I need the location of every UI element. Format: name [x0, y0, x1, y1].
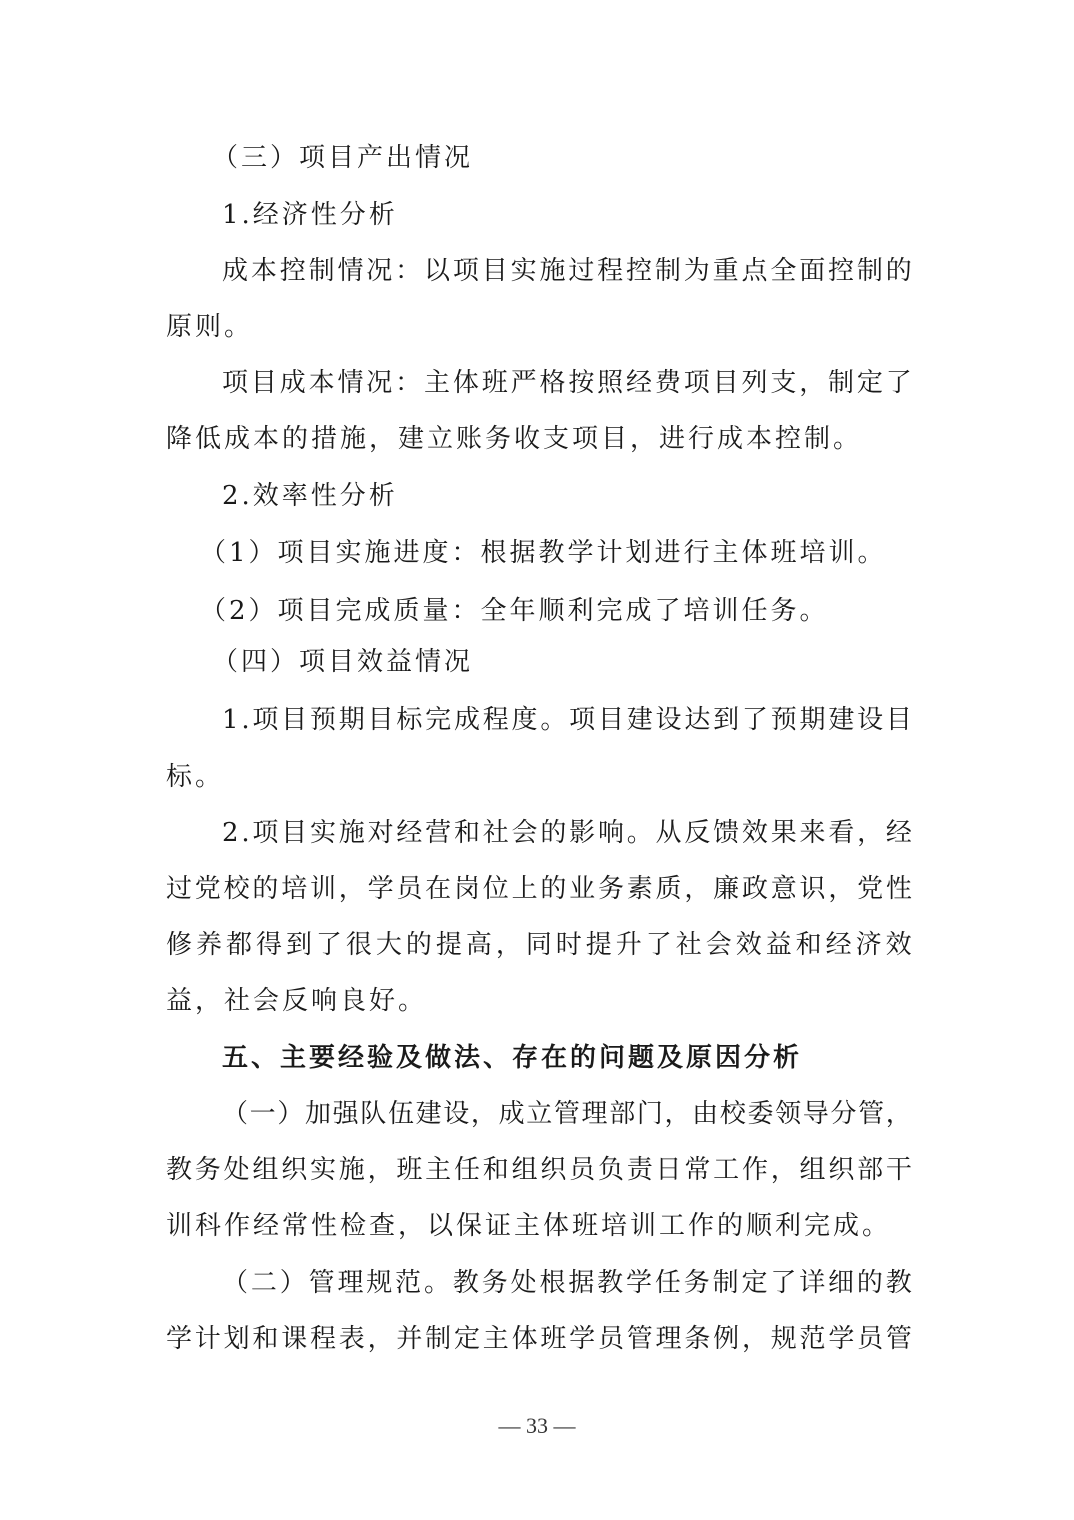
paragraph-line: 标。	[166, 762, 225, 792]
paragraph-line: （2）项目完成质量：全年顺利完成了培训任务。	[200, 596, 829, 626]
section-heading-benefits: （四）项目效益情况	[212, 647, 474, 677]
paragraph-line: 修 养 都 得 到 了 很 大 的 提 高 ， 同 时 提 升 了 社 会 效 益 和 经 济 效	[166, 930, 912, 960]
chapter-heading: 五、主要经验及做法、存在的问题及原因分析	[222, 1043, 803, 1073]
paragraph-line: 项 目 成 本 情 况 ： 主 体 班 严 格 按 照 经 费 项 目 列 支 ， 制 定 了	[222, 368, 912, 398]
paragraph-line: 2 . 项 目 实 施 对 经 营 和 社 会 的 影 响 。 从 反 馈 效 果 来 看 ， 经	[222, 818, 912, 848]
paragraph-line: 教 务 处 组 织 实 施 ， 班 主 任 和 组 织 员 负 责 日 常 工 作 ， 组 织 部 干	[166, 1155, 912, 1185]
paragraph-line: 成 本 控 制 情 况 ： 以 项 目 实 施 过 程 控 制 为 重 点 全 面 控 制 的	[222, 256, 912, 286]
paragraph-line: 原则。	[166, 312, 254, 342]
paragraph-line: 益，社会反响良好。	[166, 986, 428, 1016]
paragraph-line: （ 二 ） 管 理 规 范 。 教 务 处 根 据 教 学 任 务 制 定 了 详 细 的 教	[222, 1268, 912, 1298]
paragraph-line: 1 . 项 目 预 期 目 标 完 成 程 度 。 项 目 建 设 达 到 了 预 期 建 设 目	[222, 705, 912, 735]
paragraph-line: 过 党 校 的 培 训 ， 学 员 在 岗 位 上 的 业 务 素 质 ， 廉 政 意 识 ， 党 性	[166, 874, 912, 904]
paragraph-line: 学 计 划 和 课 程 表 ， 并 制 定 主 体 班 学 员 管 理 条 例 ， 规 范 学 员 管	[166, 1324, 912, 1354]
page-number: — 33 —	[498, 1413, 576, 1438]
section-heading-outputs: （三）项目产出情况	[212, 143, 474, 173]
subheading-efficiency: 2.效率性分析	[222, 481, 398, 511]
subheading-economy: 1.经济性分析	[222, 200, 398, 230]
paragraph-line: 训科作经常性检查，以保证主体班培训工作的顺利完成。	[166, 1211, 892, 1241]
paragraph-line: 降低成本的措施，建立账务收支项目，进行成本控制。	[166, 424, 863, 454]
paragraph-line: （1）项目实施进度：根据教学计划进行主体班培训。	[200, 538, 887, 568]
paragraph-line: （ 一 ） 加 强 队 伍 建 设 ， 成 立 管 理 部 门 ， 由 校 委 领 导 分 管 ，	[222, 1099, 912, 1129]
